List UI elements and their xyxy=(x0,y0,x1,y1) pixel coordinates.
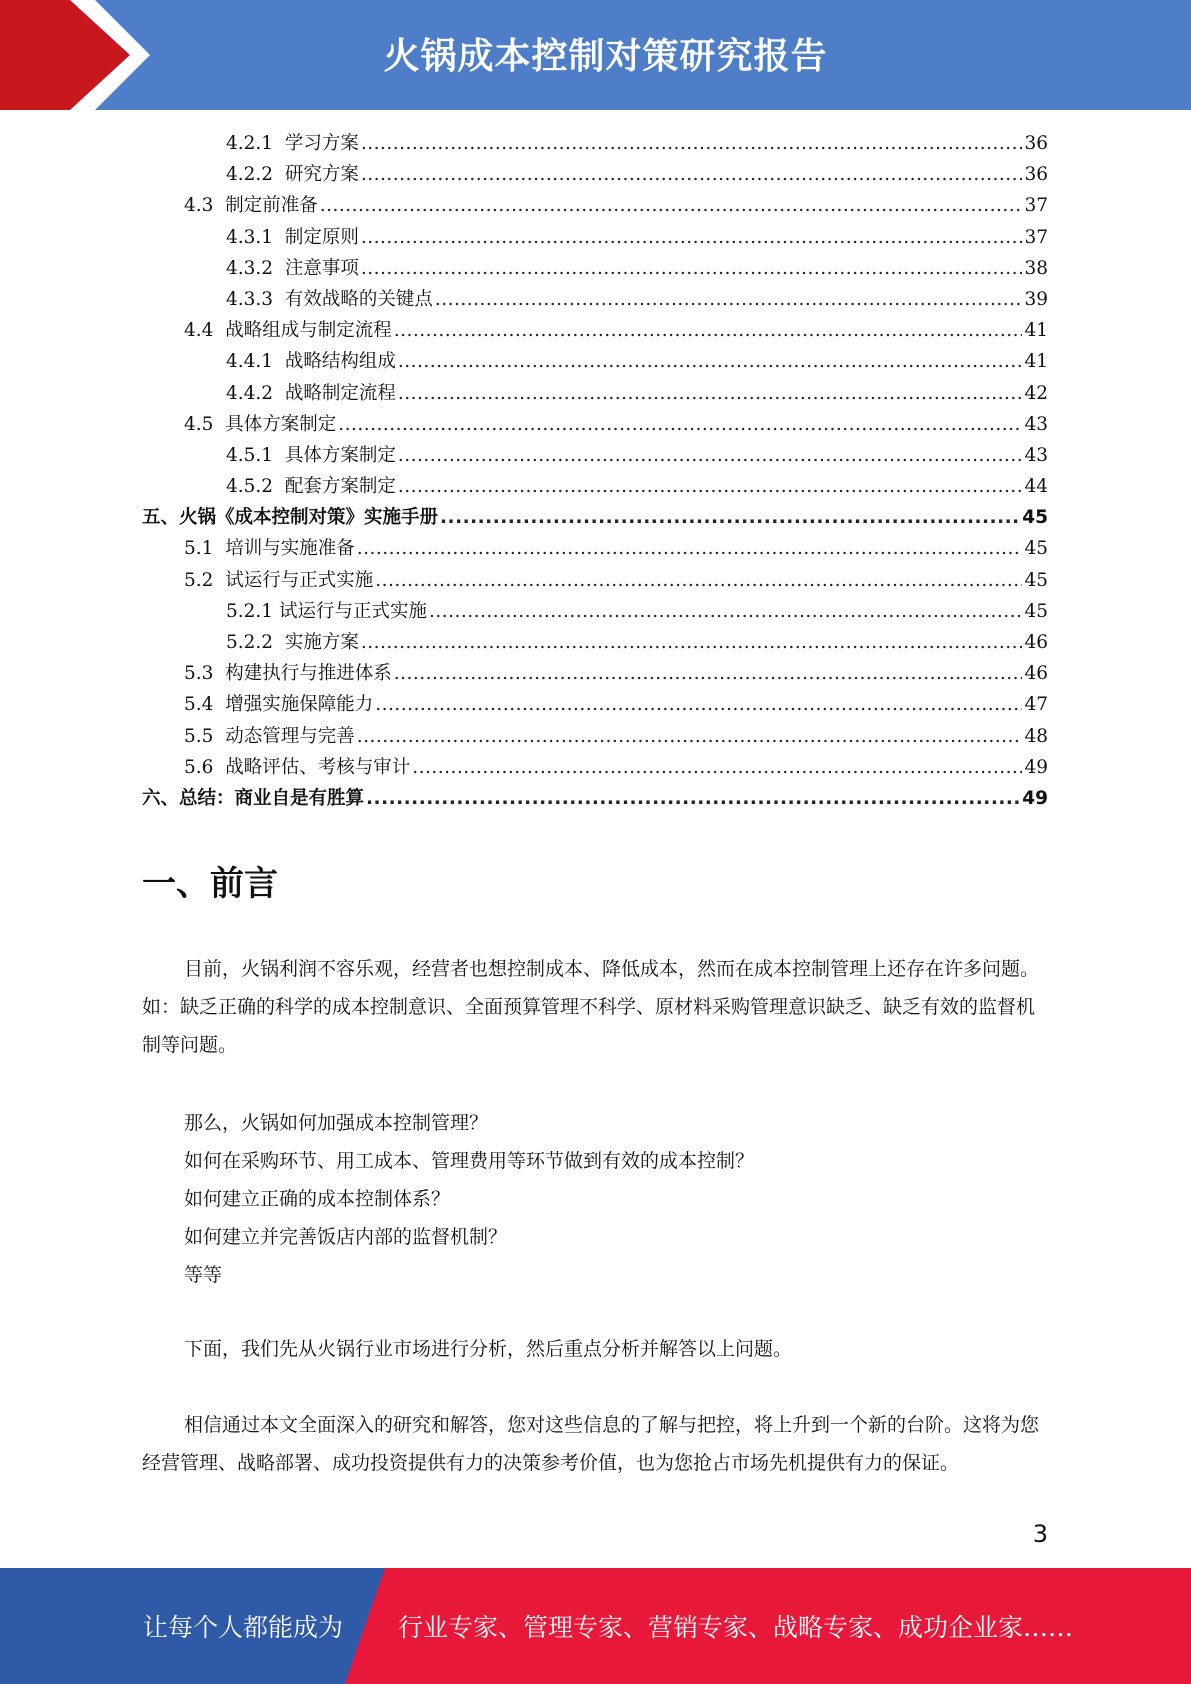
toc-entry-label: 具体方案制定 xyxy=(225,413,337,435)
toc-dot-leader xyxy=(435,284,1023,315)
toc-entry[interactable] xyxy=(142,222,1048,253)
toc-dot-leader xyxy=(357,721,1023,752)
toc-entry-label: 试运行与正式实施 xyxy=(278,600,427,622)
toc-dot-leader xyxy=(440,502,1020,533)
toc-entry[interactable] xyxy=(142,658,1048,689)
page-header xyxy=(0,0,1191,110)
toc-entry-label: 战略评估、考核与审计 xyxy=(225,756,411,778)
toc-dot-leader xyxy=(394,658,1023,689)
toc-entry-page: 41 xyxy=(1024,320,1048,342)
toc-entry-number: 5.5 xyxy=(184,725,226,747)
toc-entry[interactable] xyxy=(142,346,1048,377)
toc-entry-number: 5.4 xyxy=(184,694,226,716)
toc-entry[interactable] xyxy=(142,159,1048,190)
toc-entry-page: 45 xyxy=(1024,569,1048,591)
toc-entry-number: 5.1 xyxy=(184,538,226,560)
toc-entry-page: 43 xyxy=(1024,413,1048,435)
toc-entry-number: 4.3.1 xyxy=(226,226,285,248)
toc-entry-label: 实施方案 xyxy=(284,632,359,653)
toc-dot-leader xyxy=(361,159,1023,190)
toc-entry-number: 4.4.2 xyxy=(226,382,285,404)
toc-dot-leader xyxy=(361,128,1023,159)
toc-entry-page: 46 xyxy=(1024,632,1048,653)
toc-entry[interactable] xyxy=(142,502,1048,533)
toc-entry[interactable] xyxy=(142,752,1048,783)
toc-entry[interactable] xyxy=(142,253,1048,284)
toc-entry-number: 5.2 xyxy=(184,569,226,591)
table-of-contents xyxy=(142,128,1048,814)
toc-entry[interactable] xyxy=(142,689,1048,720)
toc-entry-page: 45 xyxy=(1024,538,1048,560)
toc-entry-label: 战略结构组成 xyxy=(284,351,396,373)
toc-entry-label: 六、总结：商业自是有胜算 xyxy=(142,787,365,809)
toc-entry-number: 5.3 xyxy=(184,663,226,685)
toc-entry-page: 47 xyxy=(1024,694,1048,716)
toc-entry-number: 5.2.2 xyxy=(226,632,285,653)
toc-dot-leader xyxy=(398,378,1023,409)
toc-entry-label: 制定前准备 xyxy=(225,195,318,217)
toc-entry[interactable] xyxy=(142,596,1048,627)
question-line: 如何建立并完善饭店内部的监督机制？ xyxy=(184,1226,508,1248)
toc-entry[interactable] xyxy=(142,627,1048,658)
toc-entry-label: 有效战略的关键点 xyxy=(284,288,433,310)
toc-entry-number: 4.5.2 xyxy=(226,476,285,498)
analysis-paragraph: 下面，我们先从火锅行业市场进行分析，然后重点分析并解答以上问题。 xyxy=(184,1338,793,1360)
toc-entry-label: 增强实施保障能力 xyxy=(225,694,374,716)
toc-entry[interactable] xyxy=(142,378,1048,409)
toc-entry[interactable] xyxy=(142,128,1048,159)
toc-entry[interactable] xyxy=(142,284,1048,315)
toc-entry-number: 4.2.2 xyxy=(226,164,285,186)
footer-slogan-left: 让每个人都能成为 xyxy=(143,1613,344,1642)
toc-dot-leader xyxy=(412,752,1022,783)
toc-dot-leader xyxy=(398,471,1023,502)
toc-entry-label: 学习方案 xyxy=(284,133,359,154)
toc-entry-label: 战略制定流程 xyxy=(284,382,396,404)
question-line: 如何在采购环节、用工成本、管理费用等环节做到有效的成本控制？ xyxy=(184,1150,755,1172)
toc-entry-label: 具体方案制定 xyxy=(284,444,396,466)
toc-entry[interactable] xyxy=(142,190,1048,221)
toc-entry-number: 4.2.1 xyxy=(226,133,285,154)
toc-dot-leader xyxy=(338,409,1022,440)
toc-entry-label: 注意事项 xyxy=(284,257,359,279)
toc-dot-leader xyxy=(375,565,1022,596)
toc-dot-leader xyxy=(398,440,1023,471)
toc-entry-number: 5.6 xyxy=(184,756,226,778)
toc-entry-number: 4.3.2 xyxy=(226,257,285,279)
toc-entry-page: 38 xyxy=(1024,257,1048,279)
toc-entry-number: 4.5.1 xyxy=(226,444,285,466)
toc-entry-page: 37 xyxy=(1024,195,1048,217)
toc-entry-page: 44 xyxy=(1024,476,1048,498)
toc-entry[interactable] xyxy=(142,721,1048,752)
toc-entry-page: 36 xyxy=(1024,164,1048,186)
toc-entry-number: 4.5 xyxy=(184,413,226,435)
toc-entry-number: 4.3.3 xyxy=(226,288,285,310)
toc-entry-page: 36 xyxy=(1024,133,1048,154)
toc-entry-page: 39 xyxy=(1024,288,1048,310)
toc-entry[interactable] xyxy=(142,783,1048,814)
toc-dot-leader xyxy=(375,689,1022,720)
page-footer xyxy=(0,1568,1191,1684)
toc-entry-label: 制定原则 xyxy=(284,226,359,248)
toc-dot-leader xyxy=(394,315,1023,346)
toc-entry-page: 49 xyxy=(1024,756,1048,778)
toc-entry-page: 45 xyxy=(1024,600,1048,622)
toc-dot-leader xyxy=(320,190,1023,221)
toc-entry-number: 4.4 xyxy=(184,320,226,342)
toc-entry-label: 培训与实施准备 xyxy=(225,538,355,560)
toc-entry-label: 配套方案制定 xyxy=(284,476,396,498)
toc-entry-label: 试运行与正式实施 xyxy=(225,569,374,591)
toc-entry-page: 45 xyxy=(1022,507,1048,529)
report-title: 火锅成本控制对策研究报告 xyxy=(383,36,828,77)
toc-entry-label: 构建执行与推进体系 xyxy=(225,663,392,685)
toc-entry-page: 46 xyxy=(1024,663,1048,685)
toc-entry-label: 动态管理与完善 xyxy=(225,725,355,747)
toc-entry-page: 48 xyxy=(1024,725,1048,747)
toc-dot-leader xyxy=(357,533,1023,564)
page-number: 3 xyxy=(1032,1520,1048,1548)
toc-entry[interactable] xyxy=(142,471,1048,502)
question-line: 等等 xyxy=(184,1264,223,1286)
toc-entry[interactable] xyxy=(142,565,1048,596)
toc-entry[interactable] xyxy=(142,409,1048,440)
question-line: 如何建立正确的成本控制体系？ xyxy=(184,1188,451,1210)
toc-entry-page: 42 xyxy=(1024,382,1048,404)
toc-dot-leader xyxy=(361,253,1023,284)
toc-entry-page: 41 xyxy=(1024,351,1048,373)
footer-slogan-right: 行业专家、管理专家、营销专家、战略专家、成功企业家…… xyxy=(398,1613,1074,1642)
section-heading: 一、前言 xyxy=(142,864,278,904)
toc-entry[interactable] xyxy=(142,315,1048,346)
intro-paragraph: 目前，火锅利润不容乐观，经营者也想控制成本、降低成本，然而在成本控制管理上还存在许多问题。如：缺乏正确的科学的成本控制意识、全面预算管理不科学、原材料采购管理意识缺乏、缺乏有效的监督机制等问题。 xyxy=(142,958,1040,1056)
toc-entry-page: 43 xyxy=(1024,444,1048,466)
toc-dot-leader xyxy=(429,596,1022,627)
toc-entry-label: 战略组成与制定流程 xyxy=(225,320,392,342)
toc-entry-number: 4.4.1 xyxy=(226,351,285,373)
toc-dot-leader xyxy=(361,222,1023,253)
closing-paragraph: 相信通过本文全面深入的研究和解答，您对这些信息的了解与把控，将上升到一个新的台阶。这将为您经营管理、战略部署、成功投资提供有力的决策参考价值，也为您抢占市场先机提供有力的保证。 xyxy=(142,1414,1040,1474)
toc-entry[interactable] xyxy=(142,440,1048,471)
toc-dot-leader xyxy=(398,346,1023,377)
toc-entry-page: 49 xyxy=(1022,787,1048,809)
toc-entry[interactable] xyxy=(142,533,1048,564)
toc-entry-number: 4.3 xyxy=(184,195,226,217)
toc-entry-number: 5.2.1 xyxy=(226,600,279,622)
toc-dot-leader xyxy=(366,783,1020,814)
toc-entry-label: 研究方案 xyxy=(284,164,359,186)
question-line: 那么，火锅如何加强成本控制管理？ xyxy=(184,1112,489,1134)
toc-dot-leader xyxy=(361,627,1023,658)
toc-entry-page: 37 xyxy=(1024,226,1048,248)
toc-entry-label: 五、火锅《成本控制对策》实施手册 xyxy=(142,507,439,529)
